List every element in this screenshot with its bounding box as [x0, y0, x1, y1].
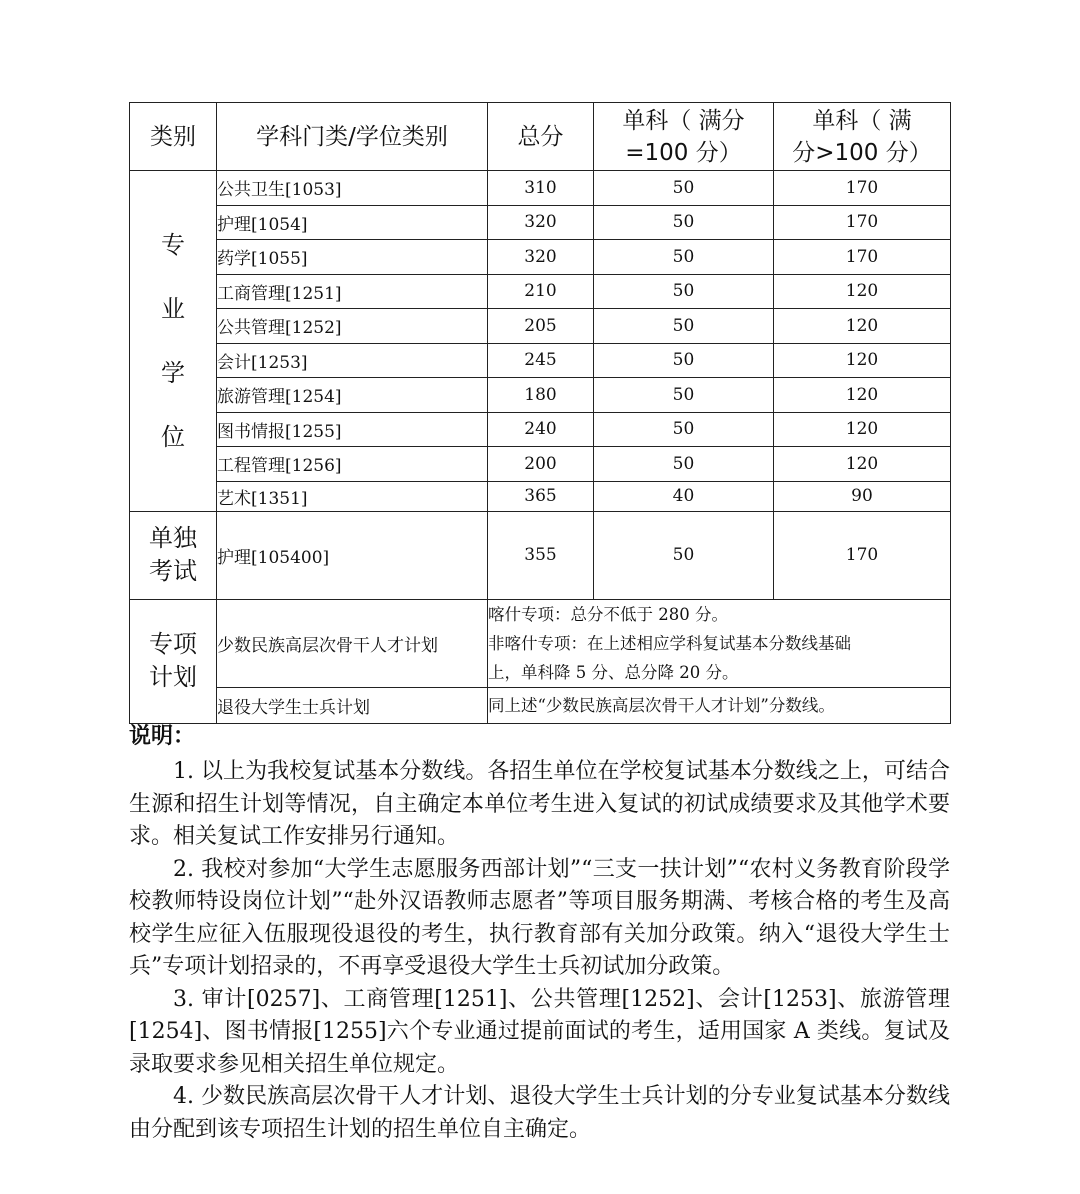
header-single-100 — [594, 103, 774, 171]
single-100-cell: 50 — [594, 343, 774, 378]
score-table — [129, 102, 951, 724]
header-row — [130, 103, 951, 171]
total-cell: 365 — [488, 481, 594, 511]
note-paragraph: 1. 以上为我校复试基本分数线。各招生单位在学校复试基本分数线之上，可结合生源和招生计划等情况，自主确定本单位考生进入复试的初试成绩要求及其他学术要求。相关复试工作安排另行通知。 — [129, 759, 950, 849]
single-100-cell: 50 — [594, 309, 774, 344]
subject-cell: 艺术[1351] — [217, 481, 488, 511]
note-paragraph: 2. 我校对参加“大学生志愿服务西部计划”“三支一扶计划”“农村义务教育阶段学校教师特设岗位计划”“赴外汉语教师志愿者”等项目服务期满、考核合格的考生及高校学生应征入伍服现役退役的考生，执行教育部有关加分政策。纳入“退役大学生士兵”专项计划招录的，不再享受退役大学生士兵初试加分政策。 — [129, 856, 950, 979]
table-row — [130, 447, 951, 482]
note-line: 上，单科降 5 分、总分降 20 分。 — [488, 662, 739, 682]
header-total: 总分 — [488, 103, 594, 171]
single-over-cell: 120 — [774, 309, 951, 344]
header-single-over-100 — [774, 103, 951, 171]
total-cell: 355 — [488, 511, 594, 599]
table-row — [130, 171, 951, 206]
single-over-cell: 170 — [774, 171, 951, 206]
single-100-cell: 50 — [594, 274, 774, 309]
note-paragraph: 4. 少数民族高层次骨干人才计划、退役大学生士兵计划的分专业复试基本分数线由分配到该专项招生计划的招生单位自主确定。 — [129, 1084, 950, 1142]
category-line: 单独 — [149, 524, 197, 552]
single-100-cell: 40 — [594, 481, 774, 511]
category-char: 专 — [161, 230, 185, 259]
category-special-plan — [130, 599, 217, 723]
single-over-cell: 120 — [774, 343, 951, 378]
single-100-cell: 50 — [594, 378, 774, 413]
table-row — [130, 481, 951, 511]
table-row — [130, 378, 951, 413]
single-100-cell: 50 — [594, 412, 774, 447]
total-cell: 310 — [488, 171, 594, 206]
header-single-100-line2: =100 分） — [625, 139, 742, 166]
total-cell: 245 — [488, 343, 594, 378]
category-char: 业 — [161, 294, 185, 323]
single-100-cell: 50 — [594, 205, 774, 240]
note-line: 喀什专项：总分不低于 280 分。 — [488, 604, 728, 624]
single-over-cell: 170 — [774, 511, 951, 599]
veteran-plan-note: 同上述“少数民族高层次骨干人才计划”分数线。 — [488, 687, 951, 723]
note-paragraph: 3. 审计[0257]、工商管理[1251]、公共管理[1252]、会计[1253]、旅游管理[1254]、图书情报[1255]六个专业通过提前面试的考生，适用国家 A 类线。复试及录取要求参见相关招生单位规定。 — [129, 986, 950, 1077]
category-char: 位 — [161, 422, 185, 451]
table-row — [130, 343, 951, 378]
note-line: 非喀什专项：在上述相应学科复试基本分数线基础 — [488, 633, 851, 653]
notes-heading: 说明： — [129, 724, 196, 749]
notes-section — [129, 718, 950, 1146]
subject-cell: 公共管理[1252] — [217, 309, 488, 344]
table-row — [130, 309, 951, 344]
table-row — [130, 240, 951, 275]
subject-cell: 护理[1054] — [217, 205, 488, 240]
header-single-over-line1: 单科（ 满 — [812, 107, 912, 134]
single-over-cell: 120 — [774, 378, 951, 413]
single-100-cell: 50 — [594, 171, 774, 206]
minority-plan-note — [488, 599, 951, 687]
subject-cell: 护理[105400] — [217, 511, 488, 599]
table-row-minority-plan — [130, 599, 951, 687]
subject-cell: 工商管理[1251] — [217, 274, 488, 309]
subject-cell: 药学[1055] — [217, 240, 488, 275]
category-char: 学 — [161, 358, 185, 387]
single-over-cell: 90 — [774, 481, 951, 511]
header-subject: 学科门类/学位类别 — [217, 103, 488, 171]
subject-cell: 会计[1253] — [217, 343, 488, 378]
subject-cell: 图书情报[1255] — [217, 412, 488, 447]
single-100-cell: 50 — [594, 511, 774, 599]
total-cell: 320 — [488, 240, 594, 275]
category-independent-exam — [130, 511, 217, 599]
table-row — [130, 205, 951, 240]
total-cell: 180 — [488, 378, 594, 413]
table-row-independent — [130, 511, 951, 599]
subject-cell: 旅游管理[1254] — [217, 378, 488, 413]
single-over-cell: 120 — [774, 447, 951, 482]
total-cell: 205 — [488, 309, 594, 344]
single-over-cell: 170 — [774, 205, 951, 240]
table-row — [130, 274, 951, 309]
category-line: 专项 — [149, 630, 197, 658]
subject-cell: 少数民族高层次骨干人才计划 — [217, 599, 488, 687]
table-row — [130, 412, 951, 447]
total-cell: 210 — [488, 274, 594, 309]
category-line: 计划 — [149, 663, 197, 691]
single-over-cell: 120 — [774, 412, 951, 447]
category-line: 考试 — [149, 557, 197, 585]
header-single-100-line1: 单科（ 满分 — [622, 107, 745, 134]
category-professional-degree — [130, 171, 217, 512]
single-over-cell: 120 — [774, 274, 951, 309]
single-100-cell: 50 — [594, 447, 774, 482]
single-100-cell: 50 — [594, 240, 774, 275]
subject-cell: 工程管理[1256] — [217, 447, 488, 482]
total-cell: 200 — [488, 447, 594, 482]
subject-cell: 公共卫生[1053] — [217, 171, 488, 206]
subject-cell: 退役大学生士兵计划 — [217, 687, 488, 723]
header-category: 类别 — [130, 103, 217, 171]
single-over-cell: 170 — [774, 240, 951, 275]
total-cell: 320 — [488, 205, 594, 240]
total-cell: 240 — [488, 412, 594, 447]
header-single-over-line2: 分>100 分） — [792, 139, 932, 166]
